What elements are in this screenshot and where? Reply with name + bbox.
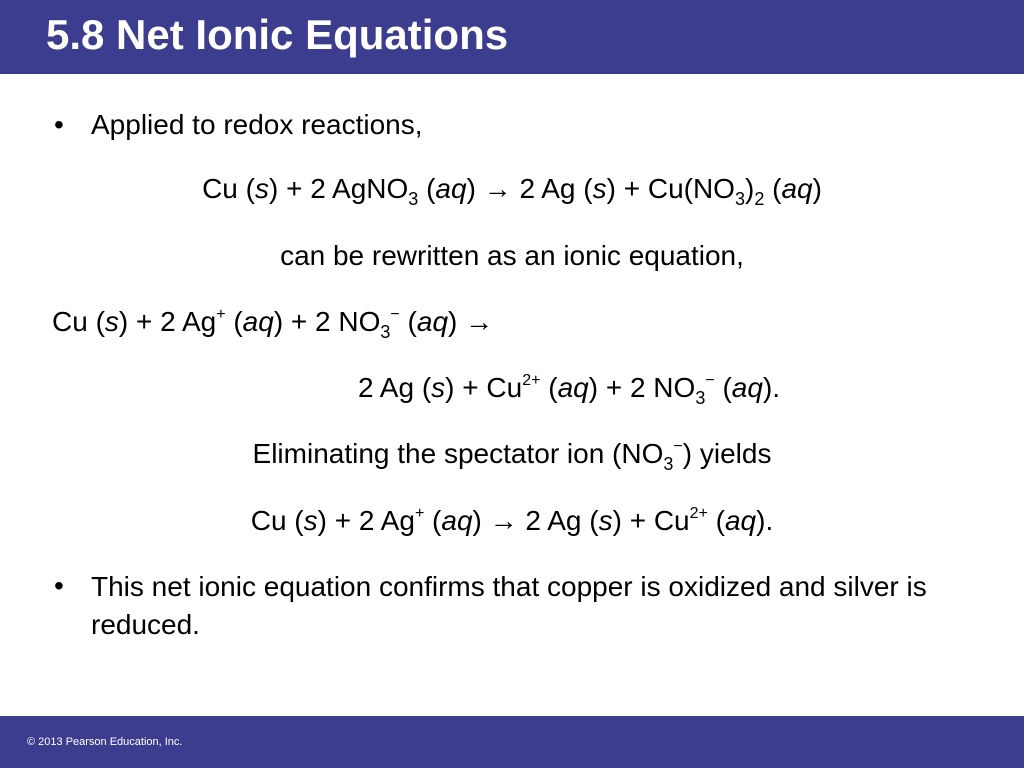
rewrite-text: can be rewritten as an ionic equation,	[280, 240, 744, 271]
footer-bar	[0, 716, 1024, 768]
spectator-ion-text: Eliminating the spectator ion $(NO_3^-)$ yields	[252, 438, 772, 474]
molecular-equation: Cu (s) + 2 AgNO$_3$ (aq) → 2 Ag $(s) + Cu(NO_3)_2$ (aq)	[202, 173, 822, 209]
net-ionic-equation: Cu (s) + 2 Ag+ (aq) → 2 Ag $(s) + Cu^{2+}$ (aq).	[250, 505, 774, 536]
title-bar	[0, 0, 1024, 74]
bullet-text-redox: Applied to redox reactions,	[91, 109, 423, 140]
bullet-marker: •	[54, 109, 64, 140]
ionic-equation-reactants: Cu (s) + 2 Ag+ (aq) + 2 $NO_3^-$ (aq) →	[52, 306, 494, 342]
bullet-text-conclusion: This net ionic equation confirms that copper is oxidized and silver is reduced.	[91, 571, 927, 640]
ionic-equation-products: 2 Ag $(s) + Cu^{2+}$ (aq) + 2 $NO_3^-$ (aq).	[358, 372, 781, 408]
slide-title: 5.8 Net Ionic Equations	[46, 11, 509, 58]
copyright-text: © 2013 Pearson Education, Inc.	[27, 736, 183, 748]
bullet-marker: •	[54, 570, 64, 601]
